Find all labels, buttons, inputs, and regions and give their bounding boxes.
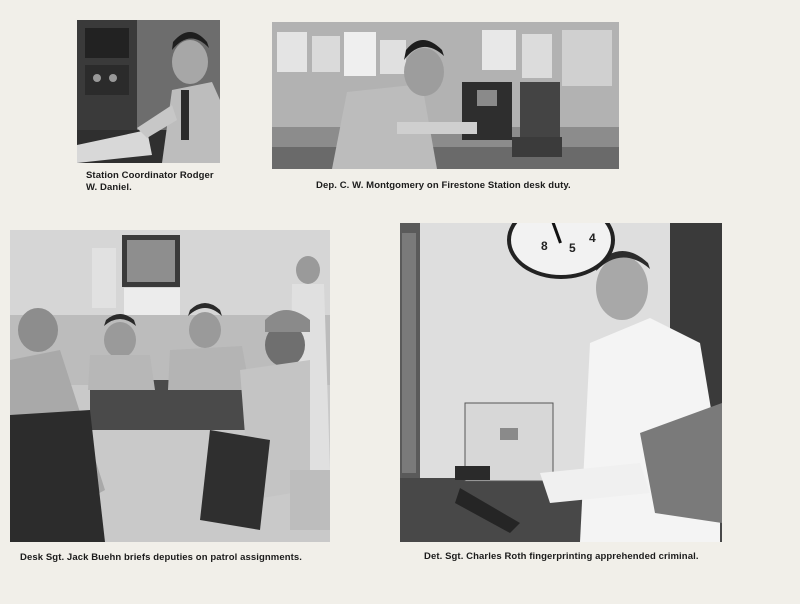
clock-numeral-8: 8 xyxy=(541,239,548,253)
photo-briefing xyxy=(10,230,330,542)
photo-desk-duty-image xyxy=(272,22,619,169)
caption-desk-duty: Dep. C. W. Montgomery on Firestone Station desk duty. xyxy=(316,180,571,191)
photo-station-coordinator-image xyxy=(77,20,220,163)
photo-station-coordinator xyxy=(77,20,220,163)
clock-numeral-4: 4 xyxy=(589,231,596,245)
photo-fingerprinting xyxy=(400,223,722,542)
photo-desk-duty xyxy=(272,22,619,169)
caption-briefing: Desk Sgt. Jack Buehn briefs deputies on patrol assignments. xyxy=(20,552,302,563)
caption-line-2: W. Daniel. xyxy=(86,182,132,193)
caption-line-1: Station Coordinator Rodger xyxy=(86,170,214,181)
photo-briefing-image xyxy=(10,230,330,542)
caption-fingerprinting: Det. Sgt. Charles Roth fingerprinting apprehended criminal. xyxy=(424,551,699,562)
clock-numeral-5: 5 xyxy=(569,241,576,255)
caption-station-coordinator xyxy=(86,170,214,194)
clock-hand xyxy=(550,223,562,244)
